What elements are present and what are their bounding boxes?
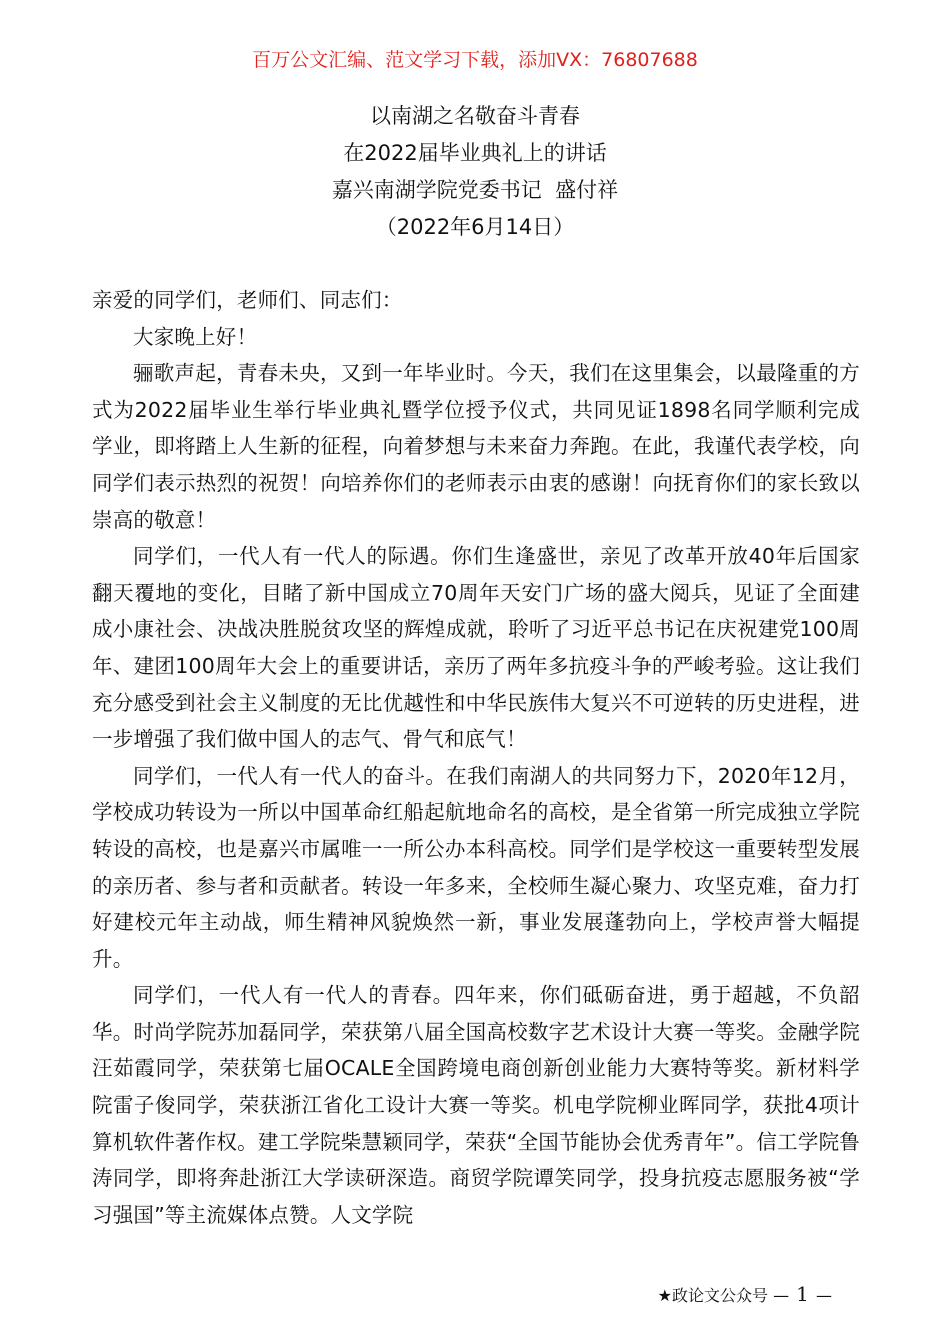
speech-subtitle: 在2022届毕业典礼上的讲话 (343, 141, 607, 165)
speech-title-block (0, 98, 950, 246)
paragraph-2: 同学们，一代人有一代人的际遇。你们生逢盛世，亲见了改革开放40年后国家翻天覆地的变化，目睹了新中国成立70周年天安门广场的盛大阅兵，见证了全面建成小康社会、决战决胜脱贫攻坚的辉煌成就，聆听了习近平总书记在庆祝建党100周年、建团100周年大会上的重要讲话，亲历了两年多抗疫斗争的严峻考验。这让我们充分感受到社会主义制度的无比优越性和中华民族伟大复兴不可逆转的历史进程，进一步增强了我们做中国人的志气、骨气和底气！ (92, 544, 860, 752)
speech-date: （2022年6月14日） (375, 215, 575, 239)
footer-dash-left: — (773, 1286, 790, 1305)
salutation: 亲爱的同学们，老师们、同志们： (92, 288, 403, 312)
speaker-line: 嘉兴南湖学院党委书记 盛付祥 (331, 178, 619, 202)
footer-source: ★政论文公众号 (657, 1286, 768, 1305)
speech-body (92, 282, 860, 1233)
watermark-banner: 百万公文汇编、范文学习下载，添加VX：76807688 (252, 49, 698, 71)
paragraph-4: 同学们，一代人有一代人的青春。四年来，你们砥砺奋进，勇于超越，不负韶华。时尚学院苏加磊同学，荣获第八届全国高校数字艺术设计大赛一等奖。金融学院汪茹霞同学，荣获第七届OCALE全国跨境电商创新创业能力大赛特等奖。新材料学院雷子俊同学，荣获浙江省化工设计大赛一等奖。机电学院柳业晖同学，获批4项计算机软件著作权。建工学院柴慧颖同学，荣获“全国节能协会优秀青年”。信工学院鲁涛同学，即将奔赴浙江大学读研深造。商贸学院谭笑同学，投身抗疫志愿服务被“学习强国”等主流媒体点赞。人文学院 (92, 983, 860, 1227)
paragraph-1: 骊歌声起，青春未央，又到一年毕业时。今天，我们在这里集会，以最隆重的方式为2022届毕业生举行毕业典礼暨学位授予仪式，共同见证1898名同学顺利完成学业，即将踏上人生新的征程，向着梦想与未来奋力奔跑。在此，我谨代表学校，向同学们表示热烈的祝贺！向培养你们的老师表示由衷的感谢！向抚育你们的家长致以崇高的敬意！ (92, 361, 860, 532)
greeting: 大家晚上好！ (133, 324, 258, 349)
page-footer (658, 1282, 832, 1308)
paragraph-3: 同学们，一代人有一代人的奋斗。在我们南湖人的共同努力下，2020年12月，学校成功转设为一所以中国革命红船起航地命名的高校，是全省第一所完成独立学院转设的高校，也是嘉兴市属唯一一所公办本科高校。同学们是学校这一重要转型发展的亲历者、参与者和贡献者。转设一年多来，全校师生凝心聚力、攻坚克难，奋力打好建校元年主动战，师生精神风貌焕然一新，事业发展蓬勃向上，学校声誉大幅提升。 (92, 763, 860, 971)
footer-dash-right: — (816, 1286, 832, 1305)
page-number: 1 (796, 1282, 809, 1306)
speech-title: 以南湖之名敬奋斗青春 (370, 104, 580, 128)
